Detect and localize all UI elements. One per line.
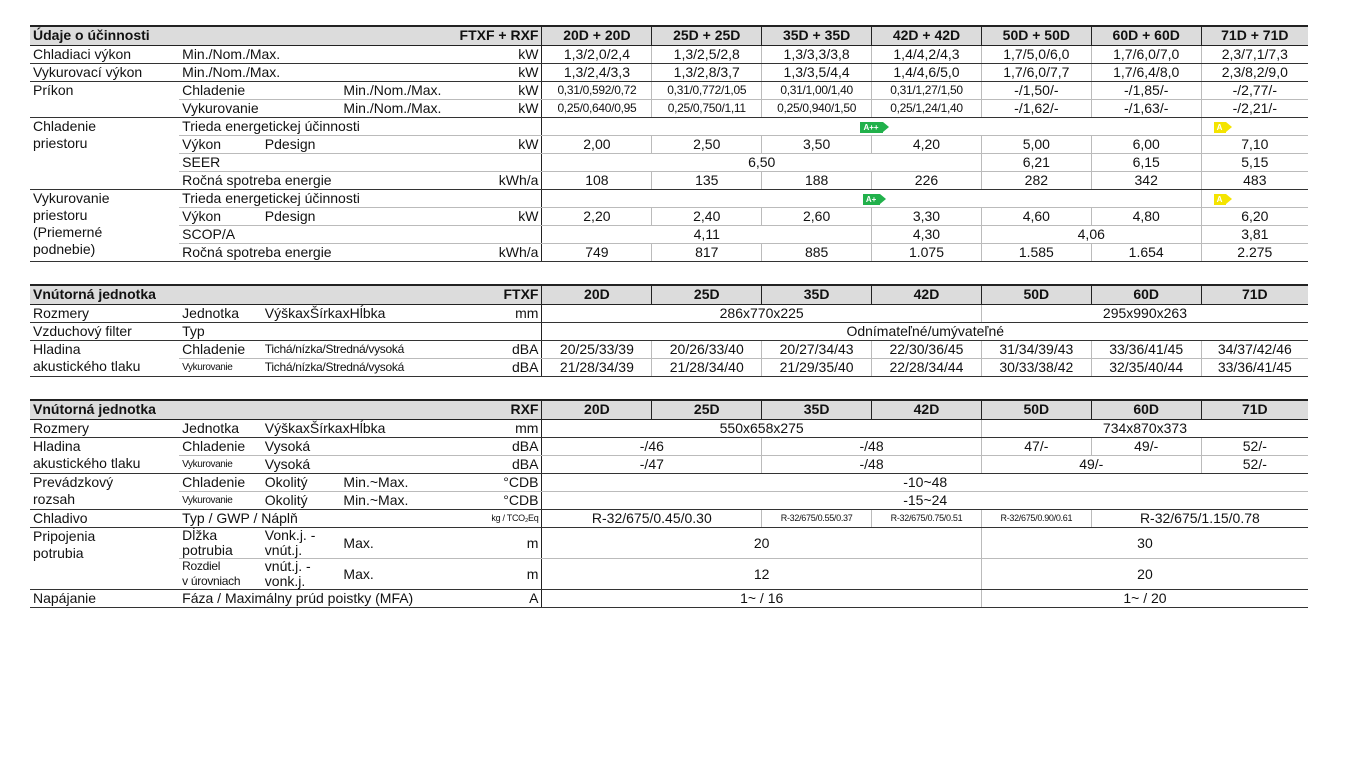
table-row [30, 305, 1308, 323]
cell: -/1,63/- [1091, 100, 1201, 118]
unit: kWh/a [479, 244, 541, 262]
cell: 4,60 [981, 208, 1091, 226]
cell: -15~24 [542, 492, 1308, 510]
energy-class-badge: A [1214, 122, 1227, 133]
cell: 30/33/38/42 [981, 359, 1091, 377]
label-line: potrubia [182, 542, 233, 558]
table-row [30, 46, 1308, 64]
cell: -/1,85/- [1091, 82, 1201, 100]
row-sub2: Pdesign [262, 208, 480, 226]
cell: 21/28/34/40 [652, 359, 762, 377]
cell: 21/29/35/40 [762, 359, 872, 377]
label-line: akustického tlaku [33, 455, 141, 471]
col-header: 20D + 20D [542, 26, 652, 46]
col-header: 25D [652, 400, 762, 420]
cell: 1,3/3,3/3,8 [762, 46, 872, 64]
row-sub: Trieda energetickej účinnosti [179, 118, 542, 136]
row-sub2 [262, 559, 341, 590]
label-line: Hladina [33, 341, 81, 357]
table-row [30, 510, 1308, 528]
col-header: 60D + 60D [1091, 26, 1201, 46]
row-sub: SEER [179, 154, 542, 172]
col-header: 60D [1091, 285, 1201, 305]
cell: 295x990x263 [981, 305, 1308, 323]
cell: 0,25/0,940/1,50 [762, 100, 872, 118]
label-line: (Priemerné [33, 224, 103, 240]
row-sub: Chladenie [179, 341, 262, 359]
row-label [30, 438, 179, 474]
unit: mm [479, 420, 541, 438]
cell: 0,31/1,27/1,50 [872, 82, 982, 100]
cell: 1,3/3,5/4,4 [762, 64, 872, 82]
table-row [30, 64, 1308, 82]
cell: 52/- [1201, 456, 1308, 474]
row-sub: Vykurovanie [179, 492, 262, 510]
cell: 33/36/41/45 [1201, 359, 1308, 377]
unit: kWh/a [479, 172, 541, 190]
cell: 1,7/5,0/6,0 [981, 46, 1091, 64]
cell: 20 [981, 559, 1308, 590]
table-row [30, 136, 1308, 154]
cell: 4,30 [872, 226, 982, 244]
cell: R-32/675/0.45/0.30 [542, 510, 762, 528]
row-sub2: Tichá/nízka/Stredná/vysoká [262, 359, 480, 377]
cell: 20/27/34/43 [762, 341, 872, 359]
unit: kW [479, 64, 541, 82]
col-header: 35D [762, 285, 872, 305]
row-sub3: Max. [340, 528, 479, 559]
cell: 550x658x275 [542, 420, 981, 438]
cell: 1~ / 20 [981, 590, 1308, 608]
col-header: 50D [981, 400, 1091, 420]
cell: R-32/675/0.90/0.61 [981, 510, 1091, 528]
row-sub2: VýškaxŠírkaxHĺbka [262, 420, 480, 438]
cell: 2,3/7,1/7,3 [1201, 46, 1308, 64]
unit: °CDB [479, 474, 541, 492]
row-sub3: Min.~Max. [340, 474, 479, 492]
table-row [30, 118, 1308, 136]
col-header: 71D [1201, 285, 1308, 305]
cell: 0,31/0,772/1,05 [652, 82, 762, 100]
cell: 1,4/4,2/4,3 [872, 46, 982, 64]
table-row [30, 359, 1308, 377]
cell: 2,3/8,2/9,0 [1201, 64, 1308, 82]
cell: 34/37/42/46 [1201, 341, 1308, 359]
cell: 734x870x373 [981, 420, 1308, 438]
cell: 0,25/0,750/1,11 [652, 100, 762, 118]
table-row [30, 492, 1308, 510]
cell: 49/- [1091, 438, 1201, 456]
row-label [30, 474, 179, 510]
row-sub: Vykurovanie [179, 359, 262, 377]
row-sub2: Vysoká [262, 438, 480, 456]
unit: kg / TCO₂Eq [479, 510, 541, 528]
cell: 30 [981, 528, 1308, 559]
cell: 22/30/36/45 [872, 341, 982, 359]
cell: 4,20 [872, 136, 982, 154]
row-label: Rozmery [30, 305, 179, 323]
section-title: Údaje o účinnosti [30, 26, 262, 46]
cell: 5,00 [981, 136, 1091, 154]
col-header: 50D [981, 285, 1091, 305]
label-line: potrubia [33, 545, 84, 561]
col-header: 60D [1091, 400, 1201, 420]
col-header: 20D [542, 285, 652, 305]
cell: 226 [872, 172, 982, 190]
cell: 2,20 [542, 208, 652, 226]
unit: mm [479, 305, 541, 323]
row-sub: Fáza / Maximálny prúd poistky (MFA) [179, 590, 479, 608]
cell: 6,50 [542, 154, 981, 172]
cell: 20/25/33/39 [542, 341, 652, 359]
row-sub: Typ / GWP / Náplň [179, 510, 479, 528]
label-line: priestoru [33, 135, 88, 151]
label-line: Vykurovanie [33, 190, 110, 206]
col-header: 42D [872, 400, 982, 420]
row-label: Chladiaci výkon [30, 46, 179, 64]
unit: m [479, 559, 541, 590]
row-sub: Trieda energetickej účinnosti [179, 190, 542, 208]
row-sub [179, 528, 262, 559]
cell: 5,15 [1201, 154, 1308, 172]
cell: 31/34/39/43 [981, 341, 1091, 359]
cell: 21/28/34/39 [542, 359, 652, 377]
cell: R-32/675/1.15/0.78 [1091, 510, 1308, 528]
label-line: Prevádzkový [33, 474, 114, 490]
table-row [30, 82, 1308, 100]
model-label: FTXF + RXF [262, 26, 542, 46]
cell: 188 [762, 172, 872, 190]
row-sub: Výkon [179, 136, 262, 154]
row-sub: Jednotka [179, 420, 262, 438]
row-sub2: Vysoká [262, 456, 480, 474]
row-sub: Ročná spotreba energie [179, 244, 479, 262]
cell: 2,60 [762, 208, 872, 226]
col-header: 35D [762, 400, 872, 420]
table-row [30, 420, 1308, 438]
spec-table [30, 25, 1308, 608]
unit: kW [479, 46, 541, 64]
unit: kW [479, 100, 541, 118]
col-header: 25D + 25D [652, 26, 762, 46]
col-header: 71D [1201, 400, 1308, 420]
row-label [30, 190, 179, 262]
cell: 2,00 [542, 136, 652, 154]
model-label: RXF [262, 400, 542, 420]
col-header: 42D [872, 285, 982, 305]
row-label: Príkon [30, 82, 179, 118]
cell: 1,3/2,4/3,3 [542, 64, 652, 82]
row-sub: Typ [179, 323, 542, 341]
cell: -/46 [542, 438, 762, 456]
row-sub2: Min./Nom./Max. [340, 100, 479, 118]
row-sub2 [262, 528, 341, 559]
row-sub2: Pdesign [262, 136, 480, 154]
label-line: Rozdiel [182, 559, 221, 573]
cell: -/48 [762, 438, 982, 456]
label-line: v úrovniach [182, 574, 241, 588]
label-line: vonk.j. [264, 573, 306, 589]
cell: 7,10 [1201, 136, 1308, 154]
energy-class-cell [1201, 190, 1308, 208]
cell: 1,3/2,5/2,8 [652, 46, 762, 64]
cell: Odnímateľné/umývateľné [542, 323, 1308, 341]
cell: 12 [542, 559, 981, 590]
cell: 1,3/2,0/2,4 [542, 46, 652, 64]
efficiency-header [30, 26, 1308, 46]
cell: 1,4/4,6/5,0 [872, 64, 982, 82]
cell: -/2,21/- [1201, 100, 1308, 118]
cell: 286x770x225 [542, 305, 981, 323]
cell: 3,30 [872, 208, 982, 226]
energy-class-cell [1201, 118, 1308, 136]
cell: 6,20 [1201, 208, 1308, 226]
row-sub: Chladenie [179, 438, 262, 456]
row-sub: Min./Nom./Max. [179, 46, 479, 64]
row-label [30, 341, 179, 377]
section-title: Vnútorná jednotka [30, 400, 262, 420]
cell: 6,15 [1091, 154, 1201, 172]
energy-class-cell [542, 118, 1201, 136]
cell: 2,50 [652, 136, 762, 154]
row-sub: Chladenie [179, 474, 262, 492]
cell: 33/36/41/45 [1091, 341, 1201, 359]
table-row [30, 208, 1308, 226]
col-header: 50D + 50D [981, 26, 1091, 46]
row-sub: Chladenie [179, 82, 340, 100]
table-row [30, 190, 1308, 208]
table-row [30, 438, 1308, 456]
cell: 32/35/40/44 [1091, 359, 1201, 377]
cell: -/48 [762, 456, 982, 474]
row-sub: Ročná spotreba energie [179, 172, 479, 190]
cell: 2.275 [1201, 244, 1308, 262]
table-row [30, 323, 1308, 341]
cell: 49/- [981, 456, 1201, 474]
row-sub: Vykurovanie [179, 100, 340, 118]
cell: R-32/675/0.75/0.51 [872, 510, 982, 528]
table-row [30, 154, 1308, 172]
section-title: Vnútorná jednotka [30, 285, 262, 305]
unit: kW [479, 82, 541, 100]
model-label: FTXF [262, 285, 542, 305]
cell: 108 [542, 172, 652, 190]
table-row [30, 590, 1308, 608]
cell: 1.075 [872, 244, 982, 262]
cell: 2,40 [652, 208, 762, 226]
label-line: Pripojenia [33, 528, 96, 544]
cell: 0,31/1,00/1,40 [762, 82, 872, 100]
unit: °CDB [479, 492, 541, 510]
row-label: Napájanie [30, 590, 179, 608]
spacer [30, 262, 1308, 286]
row-sub: SCOP/A [179, 226, 542, 244]
cell: R-32/675/0.55/0.37 [762, 510, 872, 528]
unit: m [479, 528, 541, 559]
cell: 0,25/0,640/0,95 [542, 100, 652, 118]
row-sub: Výkon [179, 208, 262, 226]
col-header: 35D + 35D [762, 26, 872, 46]
cell: 47/- [981, 438, 1091, 456]
unit: dBA [479, 438, 541, 456]
label-line: priestoru [33, 207, 88, 223]
row-label: Rozmery [30, 420, 179, 438]
label-line: Vonk.j. - [264, 527, 316, 543]
cell: 885 [762, 244, 872, 262]
unit: A [479, 590, 541, 608]
row-sub2: Min./Nom./Max. [340, 82, 479, 100]
table-row [30, 172, 1308, 190]
row-sub2: VýškaxŠírkaxHĺbka [262, 305, 480, 323]
row-label [30, 528, 179, 590]
table-row [30, 341, 1308, 359]
row-sub3: Max. [340, 559, 479, 590]
unit: kW [479, 208, 541, 226]
row-sub: Min./Nom./Max. [179, 64, 479, 82]
cell: 135 [652, 172, 762, 190]
cell: 1.654 [1091, 244, 1201, 262]
cell: -/47 [542, 456, 762, 474]
col-header: 20D [542, 400, 652, 420]
label-line: vnút.j. - [264, 558, 311, 574]
cell: 1,7/6,4/8,0 [1091, 64, 1201, 82]
cell: -/2,77/- [1201, 82, 1308, 100]
label-line: podnebie) [33, 241, 96, 257]
outdoor-header [30, 400, 1308, 420]
row-sub: Jednotka [179, 305, 262, 323]
cell: 1,7/6,0/7,7 [981, 64, 1091, 82]
table-row [30, 456, 1308, 474]
label-line: Dĺžka [182, 527, 218, 543]
label-line: vnút.j. [264, 542, 303, 558]
table-row [30, 528, 1308, 559]
cell: -10~48 [542, 474, 1308, 492]
table-row [30, 244, 1308, 262]
row-label: Vykurovací výkon [30, 64, 179, 82]
cell: 4,11 [542, 226, 872, 244]
cell: 4,80 [1091, 208, 1201, 226]
cell: 1,7/6,0/7,0 [1091, 46, 1201, 64]
row-label [30, 118, 179, 190]
cell: 483 [1201, 172, 1308, 190]
unit: dBA [479, 456, 541, 474]
cell: 6,21 [981, 154, 1091, 172]
cell: 20 [542, 528, 981, 559]
label-line: akustického tlaku [33, 358, 141, 374]
cell: 342 [1091, 172, 1201, 190]
cell: -/1,62/- [981, 100, 1091, 118]
spacer [30, 377, 1308, 401]
cell: 1.585 [981, 244, 1091, 262]
cell: 1~ / 16 [542, 590, 981, 608]
unit: dBA [479, 359, 541, 377]
label-line: Hladina [33, 438, 81, 454]
cell: 52/- [1201, 438, 1308, 456]
cell: -/1,50/- [981, 82, 1091, 100]
row-sub2: Okolitý [262, 492, 341, 510]
energy-class-badge: A+ [863, 194, 880, 205]
row-label: Vzduchový filter [30, 323, 179, 341]
energy-class-badge: A++ [860, 122, 882, 133]
col-header: 42D + 42D [872, 26, 982, 46]
energy-class-cell [542, 190, 1201, 208]
row-label: Chladivo [30, 510, 179, 528]
cell: 4,06 [981, 226, 1201, 244]
col-header: 25D [652, 285, 762, 305]
spec-sheet [30, 25, 1308, 608]
label-line: Chladenie [33, 118, 97, 134]
cell: 3,50 [762, 136, 872, 154]
cell: 749 [542, 244, 652, 262]
table-row [30, 100, 1308, 118]
indoor-header [30, 285, 1308, 305]
cell: 0,25/1,24/1,40 [872, 100, 982, 118]
unit: dBA [479, 341, 541, 359]
cell: 282 [981, 172, 1091, 190]
unit: kW [479, 136, 541, 154]
cell: 22/28/34/44 [872, 359, 982, 377]
cell: 3,81 [1201, 226, 1308, 244]
row-sub [179, 559, 262, 590]
row-sub2: Okolitý [262, 474, 341, 492]
cell: 817 [652, 244, 762, 262]
label-line: rozsah [33, 491, 76, 507]
cell: 0,31/0,592/0,72 [542, 82, 652, 100]
cell: 1,3/2,8/3,7 [652, 64, 762, 82]
col-header: 71D + 71D [1201, 26, 1308, 46]
row-sub2: Tichá/nízka/Stredná/vysoká [262, 341, 480, 359]
cell: 20/26/33/40 [652, 341, 762, 359]
row-sub3: Min.~Max. [340, 492, 479, 510]
row-sub: Vykurovanie [179, 456, 262, 474]
table-row [30, 559, 1308, 590]
energy-class-badge: A [1214, 194, 1227, 205]
cell: 6,00 [1091, 136, 1201, 154]
table-row [30, 226, 1308, 244]
table-row [30, 474, 1308, 492]
